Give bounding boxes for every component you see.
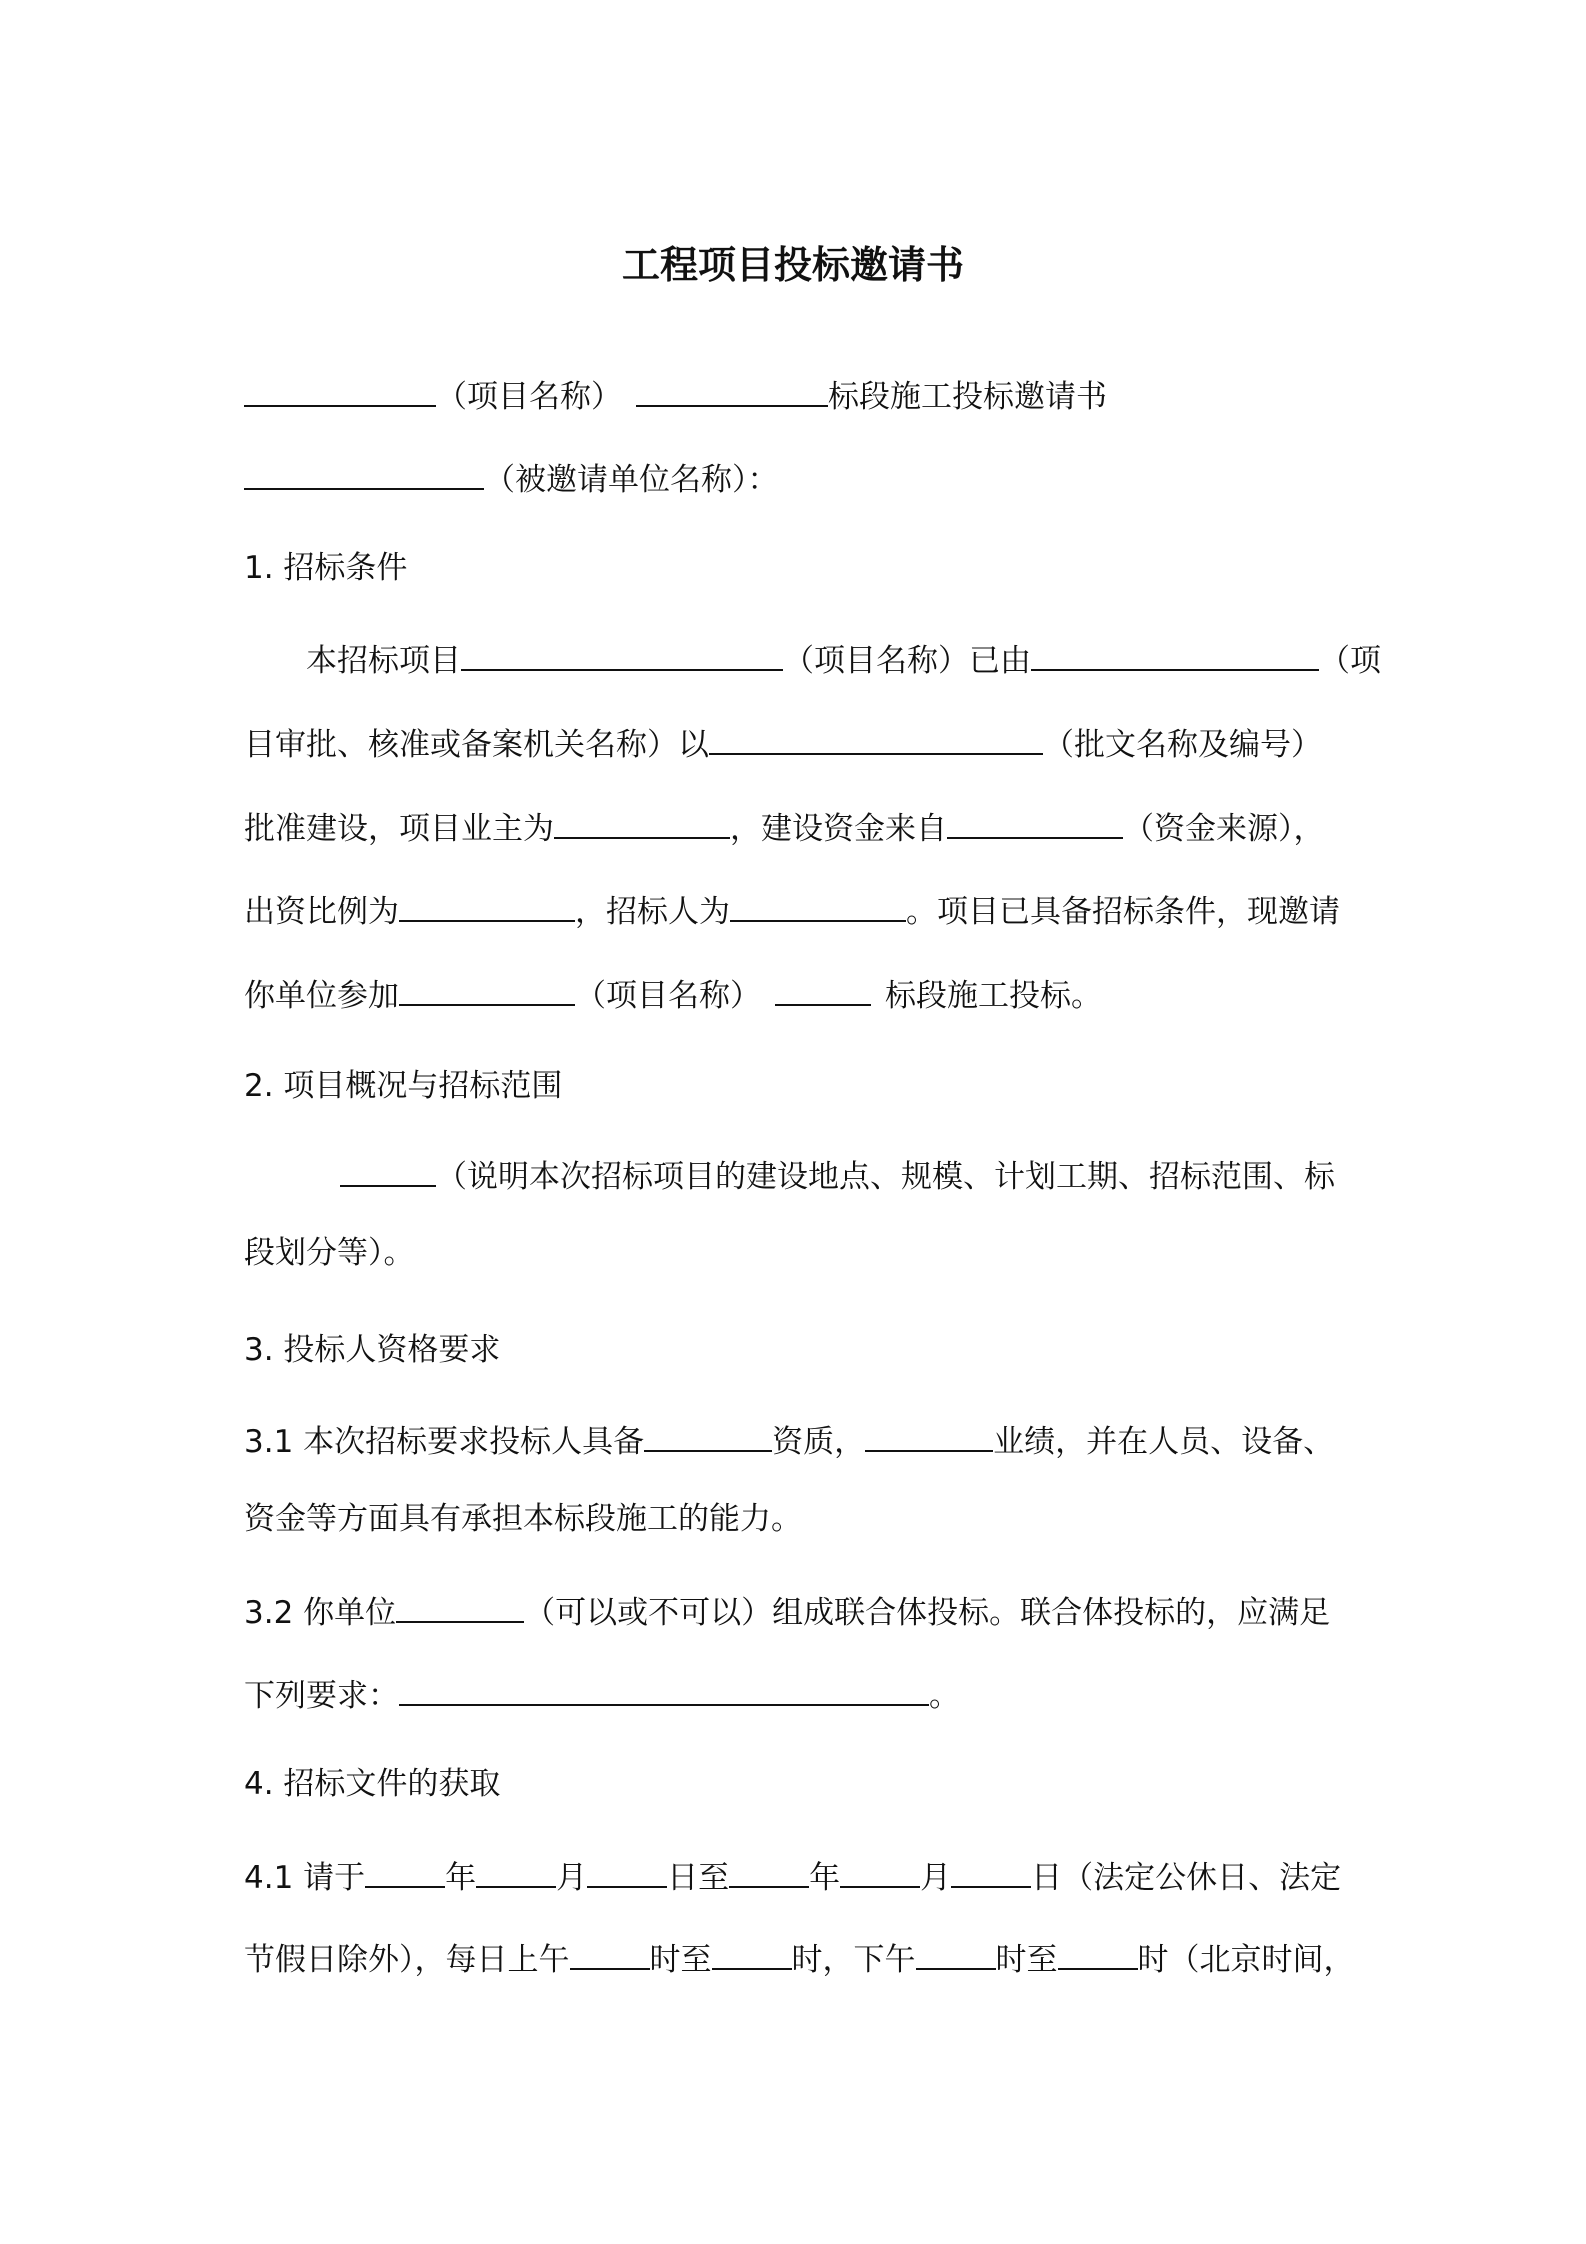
blank-project-name[interactable] (244, 374, 436, 407)
blank-am-end[interactable] (712, 1937, 792, 1970)
text: 日 (1031, 1860, 1063, 1896)
text: 时（北京时间， (1137, 1942, 1355, 1978)
s1-line-4 (244, 889, 1340, 928)
text: ，招标人为 (575, 894, 730, 930)
text: 下列要求： (244, 1678, 399, 1714)
s1-line-1 (306, 638, 1381, 677)
text: ，建设资金来自 (730, 811, 947, 847)
s2-line-1 (340, 1154, 1335, 1193)
blank-pm-start[interactable] (916, 1937, 996, 1970)
blank-s2-overview[interactable] (340, 1154, 436, 1187)
blank-s1-ratio[interactable] (399, 889, 575, 922)
s3-line-3 (244, 1590, 1330, 1629)
blank-s3-consortium[interactable] (396, 1590, 524, 1623)
blank-start-day[interactable] (587, 1855, 667, 1888)
text: 4.1 请于 (244, 1860, 366, 1896)
blank-pm-end[interactable] (1058, 1937, 1138, 1970)
s3-line-4 (244, 1673, 960, 1712)
text: （项目名称） (575, 978, 761, 1014)
section-4-heading: 4. 招标文件的获取 (244, 1766, 501, 1802)
text: 出资比例为 (244, 894, 399, 930)
label-project-name: （项目名称） (436, 379, 622, 415)
text: （批文名称及编号） (1043, 727, 1322, 763)
text: 时至 (995, 1942, 1058, 1978)
text: 月 (556, 1860, 588, 1896)
blank-s1-section[interactable] (775, 973, 871, 1006)
s3-line-1 (244, 1419, 1334, 1458)
text: 日至 (667, 1860, 730, 1896)
section-2-heading: 2. 项目概况与招标范围 (244, 1068, 563, 1104)
text: 业绩，并在人员、设备、 (993, 1424, 1335, 1460)
blank-s1-project[interactable] (461, 638, 783, 671)
blank-s1-fund[interactable] (947, 806, 1123, 839)
text: 年 (809, 1860, 841, 1896)
s1-line-3 (244, 806, 1325, 845)
blank-s3-requirements[interactable] (399, 1673, 929, 1706)
text: （项 (1319, 643, 1381, 679)
header-line-invitee (244, 457, 779, 496)
s4-line-2 (244, 1937, 1355, 1976)
s2-line-2: 段划分等）。 (244, 1235, 415, 1271)
text: 节假日除外），每日上午 (244, 1942, 570, 1978)
document-title: 工程项目投标邀请书 (621, 243, 964, 287)
text: 。 (929, 1678, 960, 1714)
blank-s1-authority[interactable] (1031, 638, 1319, 671)
text: 目审批、核准或备案机关名称）以 (244, 727, 709, 763)
blank-section-name[interactable] (636, 374, 828, 407)
text: （法定公休日、法定 (1062, 1860, 1342, 1896)
s1-line-2 (244, 722, 1322, 761)
blank-am-start[interactable] (570, 1937, 650, 1970)
text: 年 (445, 1860, 477, 1896)
section-1-heading: 1. 招标条件 (244, 550, 408, 586)
text: 3.1 本次招标要求投标人具备 (244, 1424, 645, 1460)
s3-line-2: 资金等方面具有承担本标段施工的能力。 (244, 1501, 802, 1537)
s4-line-1 (244, 1855, 1341, 1894)
text: 你单位参加 (244, 978, 399, 1014)
blank-s3-qualification[interactable] (644, 1419, 772, 1452)
blank-s3-performance[interactable] (865, 1419, 993, 1452)
blank-invitee-name[interactable] (244, 457, 484, 490)
blank-end-year[interactable] (729, 1855, 809, 1888)
blank-start-year[interactable] (365, 1855, 445, 1888)
text: 本招标项目 (306, 643, 461, 679)
blank-s1-project2[interactable] (399, 973, 575, 1006)
text: 时至 (649, 1942, 712, 1978)
section-3-heading: 3. 投标人资格要求 (244, 1332, 501, 1368)
blank-start-month[interactable] (476, 1855, 556, 1888)
s1-line-5 (244, 973, 1102, 1012)
text: （项目名称）已由 (783, 643, 1031, 679)
blank-end-day[interactable] (951, 1855, 1031, 1888)
text: 月 (920, 1860, 952, 1896)
header-line-project (244, 374, 1107, 413)
text: （资金来源）， (1123, 811, 1325, 847)
blank-end-month[interactable] (840, 1855, 920, 1888)
blank-s1-tenderer[interactable] (730, 889, 906, 922)
text: 3.2 你单位 (244, 1595, 397, 1631)
text: 批准建设，项目业主为 (244, 811, 554, 847)
label-invitee-name: （被邀请单位名称）： (484, 462, 779, 498)
blank-s1-approval[interactable] (709, 722, 1043, 755)
text: 时，下午 (791, 1942, 916, 1978)
text: 资质， (772, 1424, 866, 1460)
label-section-invitation: 标段施工投标邀请书 (828, 379, 1107, 415)
text: （可以或不可以）组成联合体投标。联合体投标的，应满足 (524, 1595, 1331, 1631)
blank-s1-owner[interactable] (554, 806, 730, 839)
text: 。项目已具备招标条件，现邀请 (906, 894, 1340, 930)
text: 标段施工投标。 (885, 978, 1102, 1014)
text: （说明本次招标项目的建设地点、规模、计划工期、招标范围、标 (436, 1159, 1335, 1195)
